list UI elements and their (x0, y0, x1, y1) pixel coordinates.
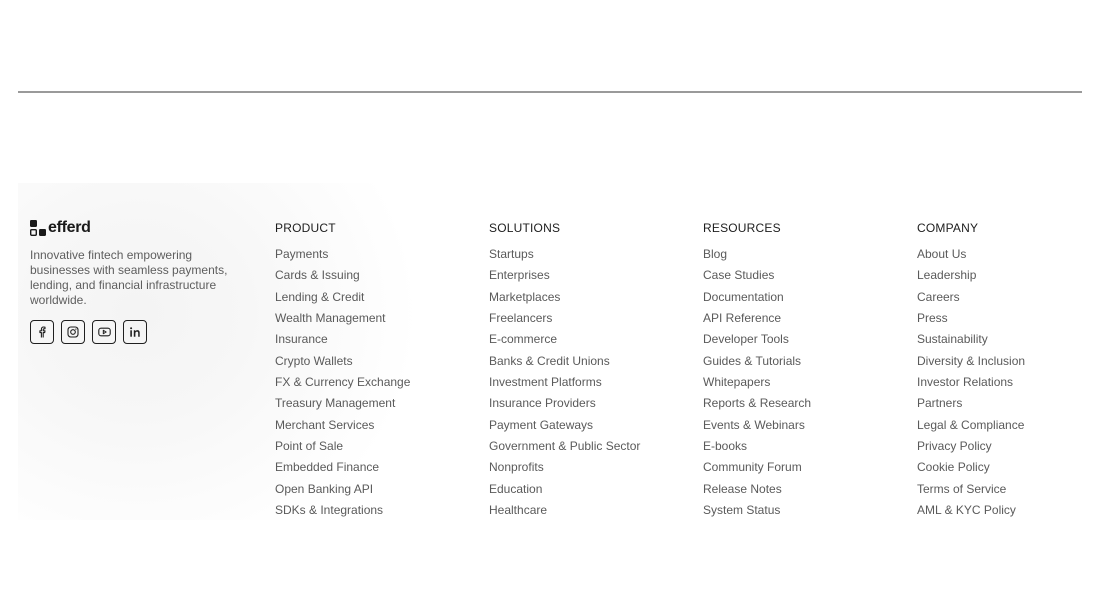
footer-link-label: Freelancers (489, 311, 553, 326)
footer-link[interactable] (703, 482, 811, 503)
footer-column-product (275, 221, 410, 524)
logo-mark-icon (30, 220, 46, 236)
footer-link[interactable] (275, 418, 410, 439)
footer-link[interactable] (703, 268, 811, 289)
footer-link[interactable] (703, 290, 811, 311)
footer-link-label: Whitepapers (703, 375, 771, 390)
footer-link-label: Healthcare (489, 503, 548, 518)
youtube-icon (98, 326, 111, 338)
instagram-link[interactable] (61, 320, 85, 344)
footer-link[interactable] (703, 396, 811, 417)
footer-link[interactable] (489, 482, 640, 503)
column-heading: PRODUCT (275, 221, 336, 235)
footer-link-label: Enterprises (489, 268, 550, 283)
footer-link-label: Open Banking API (275, 481, 374, 496)
social-links (30, 320, 240, 344)
instagram-icon (67, 326, 79, 338)
footer-link-label: Documentation (703, 289, 784, 304)
footer-link-label: FX & Currency Exchange (275, 375, 411, 390)
footer-link[interactable] (489, 247, 640, 268)
footer-link-label: Events & Webinars (703, 417, 805, 432)
footer-link[interactable] (917, 482, 1025, 503)
footer-link[interactable] (275, 482, 410, 503)
footer-link[interactable] (489, 503, 640, 524)
footer-link[interactable] (489, 268, 640, 289)
logo-wordmark: efferd (48, 218, 91, 236)
footer-link[interactable] (275, 460, 410, 481)
footer-link[interactable] (489, 332, 640, 353)
section-divider (18, 91, 1082, 93)
footer-link[interactable] (703, 247, 811, 268)
footer-link[interactable] (703, 503, 811, 524)
footer-column-company (917, 221, 1025, 524)
link-list (917, 247, 1025, 524)
column-heading: SOLUTIONS (489, 221, 561, 235)
footer-link-label: Privacy Policy (917, 439, 992, 454)
footer-link-label: Payment Gateways (489, 417, 594, 432)
footer-link-label: Sustainability (917, 332, 988, 347)
footer-link-label: AML & KYC Policy (917, 503, 1016, 518)
facebook-link[interactable] (30, 320, 54, 344)
footer-link-label: Merchant Services (275, 417, 375, 432)
column-heading: RESOURCES (703, 221, 781, 235)
footer-link[interactable] (275, 311, 410, 332)
footer-link[interactable] (917, 375, 1025, 396)
link-list (275, 247, 410, 524)
footer-link-label: Careers (917, 289, 960, 304)
footer-link[interactable] (703, 460, 811, 481)
footer-link-label: E-commerce (489, 332, 558, 347)
footer-link[interactable] (917, 354, 1025, 375)
footer-link-label: Crypto Wallets (275, 353, 353, 368)
footer-link[interactable] (703, 375, 811, 396)
brand-tagline: Innovative fintech empowering businesses with seamless payments, lending, and financial infrastructure worldwide. (30, 248, 228, 307)
footer-link-label: Marketplaces (489, 289, 561, 304)
footer-link[interactable] (703, 418, 811, 439)
footer-link[interactable] (489, 375, 640, 396)
footer-link[interactable] (489, 418, 640, 439)
footer-link-label: Education (489, 481, 543, 496)
link-list (489, 247, 640, 524)
linkedin-link[interactable] (123, 320, 147, 344)
link-list (703, 247, 811, 524)
footer-link[interactable] (489, 396, 640, 417)
footer-link-label: Investor Relations (917, 375, 1014, 390)
footer-link-label: Banks & Credit Unions (489, 353, 610, 368)
logo[interactable] (30, 219, 240, 236)
footer-link-label: Diversity & Inclusion (917, 353, 1026, 368)
footer-link[interactable] (917, 418, 1025, 439)
column-heading: COMPANY (917, 221, 979, 235)
footer-link-label: Embedded Finance (275, 460, 380, 475)
footer-link-label: Guides & Tutorials (703, 353, 802, 368)
footer-link-label: Insurance Providers (489, 396, 596, 411)
footer-link[interactable] (275, 290, 410, 311)
footer-link-label: Startups (489, 247, 534, 261)
footer-link-label: Government & Public Sector (489, 439, 641, 454)
footer-link-label: Press (917, 311, 948, 326)
footer-link-label: Wealth Management (275, 311, 386, 326)
footer-link[interactable] (703, 311, 811, 332)
footer-link[interactable] (275, 247, 410, 268)
footer-link[interactable] (917, 332, 1025, 353)
footer-link-label: Lending & Credit (275, 289, 365, 304)
footer-link[interactable] (489, 439, 640, 460)
footer-column-resources (703, 221, 811, 524)
footer-link-label: Treasury Management (275, 396, 396, 411)
footer-link[interactable] (275, 354, 410, 375)
footer-link-label: Community Forum (703, 460, 802, 475)
footer-link-label: About Us (917, 247, 967, 261)
footer-link-label: SDKs & Integrations (275, 503, 384, 518)
footer-link-label: Payments (275, 247, 329, 261)
footer-link[interactable] (275, 396, 410, 417)
footer-link-label: API Reference (703, 311, 782, 326)
footer-link[interactable] (489, 460, 640, 481)
footer-link[interactable] (703, 354, 811, 375)
footer-link[interactable] (275, 332, 410, 353)
footer-link-label: Cookie Policy (917, 460, 990, 475)
facebook-icon (36, 326, 48, 338)
site-footer (18, 183, 1082, 520)
footer-link-label: Terms of Service (917, 481, 1007, 496)
footer-column-solutions (489, 221, 640, 524)
footer-brand (30, 219, 240, 344)
footer-link[interactable] (917, 268, 1025, 289)
footer-link-label: Point of Sale (275, 439, 344, 454)
footer-link[interactable] (703, 332, 811, 353)
footer-link[interactable] (703, 439, 811, 460)
linkedin-icon (129, 326, 141, 338)
footer-link-label: Insurance (275, 332, 328, 347)
footer-link[interactable] (917, 439, 1025, 460)
footer-link-label: Leadership (917, 268, 977, 283)
footer-link[interactable] (917, 396, 1025, 417)
footer-link-label: Release Notes (703, 481, 782, 496)
footer-link-label: E-books (703, 439, 748, 454)
footer-link-label: Legal & Compliance (917, 417, 1025, 432)
footer-link[interactable] (489, 354, 640, 375)
footer-link-label: System Status (703, 503, 781, 518)
footer-link-label: Partners (917, 396, 963, 411)
footer-link-label: Nonprofits (489, 460, 544, 475)
youtube-link[interactable] (92, 320, 116, 344)
footer-link[interactable] (275, 503, 410, 524)
footer-link[interactable] (275, 268, 410, 289)
footer-link-label: Reports & Research (703, 396, 812, 411)
footer-link[interactable] (917, 247, 1025, 268)
footer-link[interactable] (275, 439, 410, 460)
footer-link[interactable] (489, 311, 640, 332)
footer-link[interactable] (917, 311, 1025, 332)
footer-link-label: Investment Platforms (489, 375, 602, 390)
footer-link[interactable] (917, 503, 1025, 524)
footer-link[interactable] (275, 375, 410, 396)
footer-link[interactable] (917, 290, 1025, 311)
footer-link-label: Blog (703, 247, 728, 261)
footer-link[interactable] (917, 460, 1025, 481)
footer-link-label: Developer Tools (703, 332, 789, 347)
footer-link-label: Case Studies (703, 268, 775, 283)
footer-link[interactable] (489, 290, 640, 311)
footer-link-label: Cards & Issuing (275, 268, 360, 283)
